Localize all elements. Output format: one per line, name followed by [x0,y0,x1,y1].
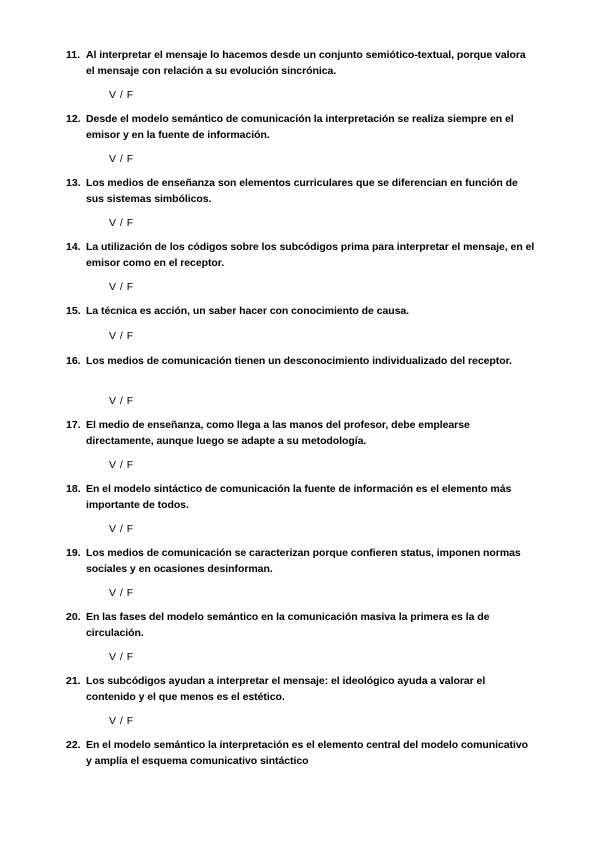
answer-choice-19: V / F [109,587,134,599]
question-text: Los medios de comunicación se caracterizan porque confieren status, imponen normas sociales y en ocasiones desinforman. [86,547,521,575]
question-number: 12. [66,113,81,125]
answer-choice-12: V / F [109,153,134,165]
question-16 [66,354,536,370]
answer-choice-20: V / F [109,651,134,663]
answer-choice-18: V / F [109,523,134,535]
question-text: Desde el modelo semántico de comunicación la interpretación se realiza siempre en el emisor y en la fuente de información. [86,113,514,141]
question-text: En las fases del modelo semántico en la comunicación masiva la primera es la de circulación. [86,611,490,639]
answer-choice-13: V / F [109,217,134,229]
question-text: Los subcódigos ayudan a interpretar el mensaje: el ideológico ayuda a valorar el contenido y el que menos es el estético. [86,675,486,703]
question-11 [66,48,536,79]
question-number: 14. [66,241,81,253]
question-text: La técnica es acción, un saber hacer con conocimiento de causa. [86,305,410,317]
question-number: 20. [66,611,81,623]
question-text: Los medios de enseñanza son elementos curriculares que se diferencian en función de sus sistemas simbólicos. [86,177,518,205]
question-text: En el modelo semántico la interpretación es el elemento central del modelo comunicativo y amplía el esquema comunicativo sintáctico [86,739,529,767]
answer-choice-15: V / F [109,330,134,342]
question-text: El medio de enseñanza, como llega a las manos del profesor, debe emplearse directamente, aunque luego se adapte a su metodología. [86,419,470,447]
question-number: 11. [66,49,81,61]
answer-choice-17: V / F [109,459,134,471]
question-text: La utilización de los códigos sobre los subcódigos prima para interpretar el mensaje, en el emisor como en el receptor. [86,241,535,269]
answer-choice-14: V / F [109,281,134,293]
question-number: 18. [66,483,81,495]
question-22 [66,738,536,769]
question-number: 22. [66,739,81,751]
answer-choice-21: V / F [109,715,134,727]
question-number: 17. [66,419,81,431]
question-14 [66,240,536,271]
question-18 [66,482,536,513]
question-19 [66,546,536,577]
answer-choice-11: V / F [109,89,134,101]
question-15 [66,304,536,320]
question-number: 15. [66,305,81,317]
question-17 [66,418,536,449]
question-text: En el modelo sintáctico de comunicación la fuente de información es el elemento más importante de todos. [86,483,512,511]
question-number: 16. [66,355,81,367]
question-text: Al interpretar el mensaje lo hacemos desde un conjunto semiótico-textual, porque valora el mensaje con relación a su evolución sincrónica. [86,49,526,77]
question-text: Los medios de comunicación tienen un desconocimiento individualizado del receptor. [86,355,512,367]
question-number: 13. [66,177,81,189]
question-13 [66,176,536,207]
question-12 [66,112,536,143]
question-20 [66,610,536,641]
answer-choice-16: V / F [109,395,134,407]
question-number: 19. [66,547,81,559]
question-number: 21. [66,675,81,687]
question-21 [66,674,536,705]
